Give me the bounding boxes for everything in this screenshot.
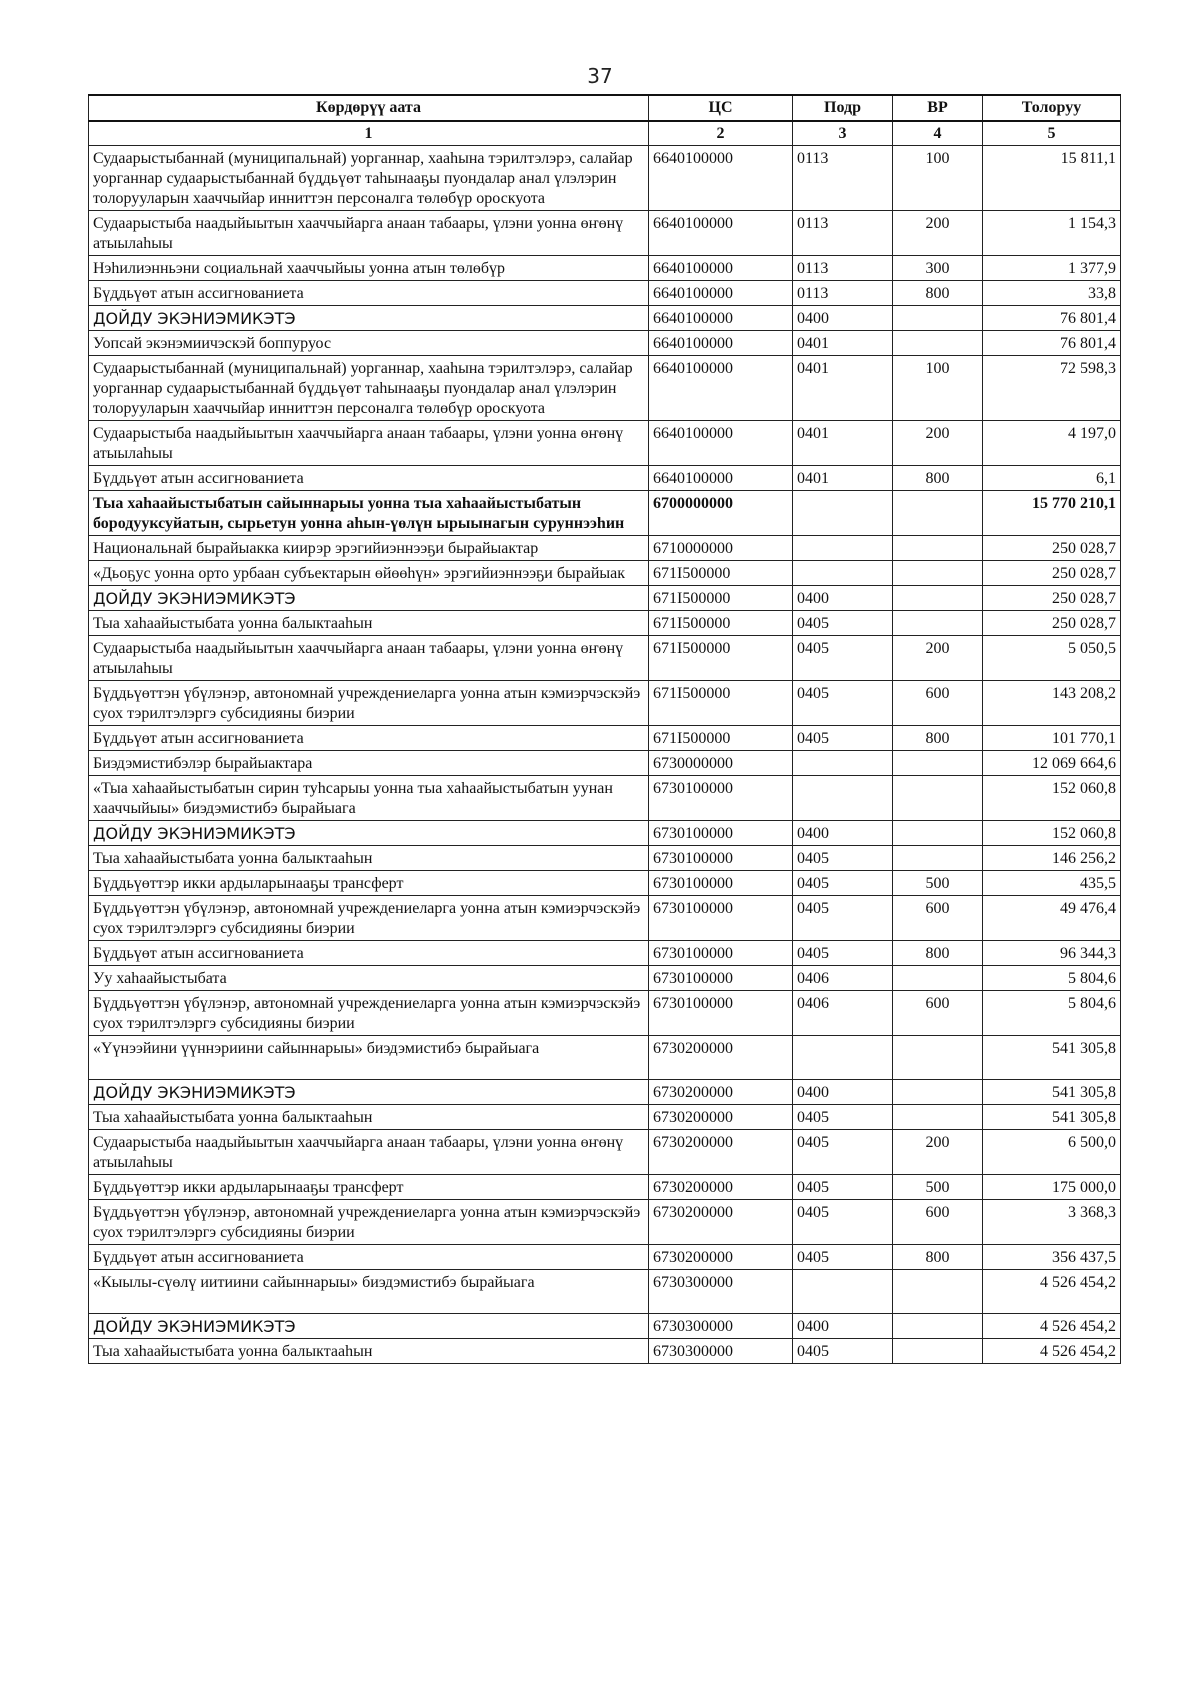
row-amount-cell: 250 028,7 bbox=[983, 536, 1121, 561]
row-name-cell: Бүддьүөттэн үбүлэнэр, автономнай учреждениеларга уонна атын кэмиэрчэскэйэ суох тэрилтэлэргэ субсидияны биэрии bbox=[89, 681, 649, 726]
table-row bbox=[89, 871, 1121, 896]
row-name-cell: Уу хаһаайыстыбата bbox=[89, 966, 649, 991]
row-vr-cell bbox=[893, 1105, 983, 1130]
row-name-cell: «Тыа хаһаайыстыбатын сирин туһсарыы уонна тыа хаһаайыстыбатын уунан хааччыйыы» биэдэмистибэ бырайыага bbox=[89, 776, 649, 821]
row-vr-cell bbox=[893, 776, 983, 821]
row-podr-cell: 0405 bbox=[793, 726, 893, 751]
row-amount-cell: 5 804,6 bbox=[983, 991, 1121, 1036]
row-amount-cell: 3 368,3 bbox=[983, 1200, 1121, 1245]
row-cs-cell: 671I500000 bbox=[649, 681, 793, 726]
row-podr-cell: 0401 bbox=[793, 331, 893, 356]
table-row bbox=[89, 681, 1121, 726]
row-amount-cell: 143 208,2 bbox=[983, 681, 1121, 726]
row-vr-cell: 300 bbox=[893, 256, 983, 281]
row-cs-cell: 6730200000 bbox=[649, 1080, 793, 1105]
row-cs-cell: 6730100000 bbox=[649, 846, 793, 871]
row-podr-cell bbox=[793, 1036, 893, 1080]
table-row bbox=[89, 1105, 1121, 1130]
row-name-cell: Бүддьүөт атын ассигнованиета bbox=[89, 941, 649, 966]
row-name-cell: Судаарыстыба наадыйыытын хааччыйарга анаан табаары, үлэни уонна өҥөнү атыылаһыы bbox=[89, 636, 649, 681]
column-number: 2 bbox=[649, 121, 793, 146]
table-row bbox=[89, 991, 1121, 1036]
row-vr-cell: 200 bbox=[893, 1130, 983, 1175]
table-row bbox=[89, 491, 1121, 536]
table-row bbox=[89, 1175, 1121, 1200]
row-vr-cell bbox=[893, 1314, 983, 1339]
table-row bbox=[89, 1200, 1121, 1245]
row-vr-cell bbox=[893, 751, 983, 776]
row-amount-cell: 101 770,1 bbox=[983, 726, 1121, 751]
row-podr-cell: 0400 bbox=[793, 1314, 893, 1339]
row-vr-cell: 500 bbox=[893, 871, 983, 896]
table-row bbox=[89, 421, 1121, 466]
table-row bbox=[89, 331, 1121, 356]
row-cs-cell: 671I500000 bbox=[649, 561, 793, 586]
row-cs-cell: 6640100000 bbox=[649, 281, 793, 306]
row-amount-cell: 76 801,4 bbox=[983, 331, 1121, 356]
column-number: 4 bbox=[893, 121, 983, 146]
row-amount-cell: 250 028,7 bbox=[983, 561, 1121, 586]
row-name-cell: Тыа хаһаайыстыбата уонна балыктааһын bbox=[89, 611, 649, 636]
row-cs-cell: 6640100000 bbox=[649, 146, 793, 211]
row-cs-cell: 6730200000 bbox=[649, 1245, 793, 1270]
row-name-cell: Тыа хаһаайыстыбата уонна балыктааһын bbox=[89, 846, 649, 871]
row-vr-cell: 800 bbox=[893, 466, 983, 491]
row-amount-cell: 76 801,4 bbox=[983, 306, 1121, 331]
row-podr-cell: 0405 bbox=[793, 896, 893, 941]
row-podr-cell: 0400 bbox=[793, 1080, 893, 1105]
row-podr-cell: 0401 bbox=[793, 421, 893, 466]
row-amount-cell: 33,8 bbox=[983, 281, 1121, 306]
row-vr-cell: 100 bbox=[893, 146, 983, 211]
table-row bbox=[89, 1080, 1121, 1105]
table-row bbox=[89, 1245, 1121, 1270]
row-vr-cell bbox=[893, 1036, 983, 1080]
row-cs-cell: 6730100000 bbox=[649, 991, 793, 1036]
row-vr-cell bbox=[893, 611, 983, 636]
row-podr-cell: 0405 bbox=[793, 1200, 893, 1245]
header-indicator-name: Көрдөрүү аата bbox=[89, 95, 649, 121]
row-name-cell: Бүддьүөттэн үбүлэнэр, автономнай учреждениеларга уонна атын кэмиэрчэскэйэ суох тэрилтэлэргэ субсидияны биэрии bbox=[89, 991, 649, 1036]
header-vr: ВР bbox=[893, 95, 983, 121]
row-amount-cell: 541 305,8 bbox=[983, 1080, 1121, 1105]
table-row bbox=[89, 1339, 1121, 1364]
table-header-row bbox=[89, 95, 1121, 121]
row-amount-cell: 152 060,8 bbox=[983, 821, 1121, 846]
table-row bbox=[89, 306, 1121, 331]
table-row bbox=[89, 356, 1121, 421]
row-name-cell: Уопсай экэнэмиичэскэй боппуруос bbox=[89, 331, 649, 356]
row-podr-cell: 0401 bbox=[793, 356, 893, 421]
row-podr-cell: 0405 bbox=[793, 846, 893, 871]
row-podr-cell: 0113 bbox=[793, 211, 893, 256]
row-vr-cell bbox=[893, 306, 983, 331]
row-cs-cell: 6730300000 bbox=[649, 1339, 793, 1364]
table-row bbox=[89, 1036, 1121, 1080]
row-podr-cell bbox=[793, 536, 893, 561]
table-row bbox=[89, 941, 1121, 966]
row-vr-cell: 200 bbox=[893, 421, 983, 466]
table-row bbox=[89, 146, 1121, 211]
row-podr-cell bbox=[793, 776, 893, 821]
row-amount-cell: 250 028,7 bbox=[983, 586, 1121, 611]
row-cs-cell: 671I500000 bbox=[649, 586, 793, 611]
row-name-cell: Национальнай бырайыакка киирэр эрэгийиэннээҕи бырайыактар bbox=[89, 536, 649, 561]
row-podr-cell: 0405 bbox=[793, 941, 893, 966]
row-name-cell: ДОЙДУ ЭКЭНИЭМИКЭТЭ bbox=[89, 306, 649, 331]
row-amount-cell: 5 804,6 bbox=[983, 966, 1121, 991]
row-podr-cell bbox=[793, 491, 893, 536]
row-vr-cell: 600 bbox=[893, 681, 983, 726]
column-number: 5 bbox=[983, 121, 1121, 146]
row-name-cell: Судаарыстыба наадыйыытын хааччыйарга анаан табаары, үлэни уонна өҥөнү атыылаһыы bbox=[89, 421, 649, 466]
row-amount-cell: 356 437,5 bbox=[983, 1245, 1121, 1270]
row-amount-cell: 4 197,0 bbox=[983, 421, 1121, 466]
row-name-cell: Судаарыстыба наадыйыытын хааччыйарга анаан табаары, үлэни уонна өҥөнү атыылаһыы bbox=[89, 1130, 649, 1175]
row-amount-cell: 435,5 bbox=[983, 871, 1121, 896]
row-amount-cell: 152 060,8 bbox=[983, 776, 1121, 821]
row-podr-cell bbox=[793, 751, 893, 776]
row-amount-cell: 541 305,8 bbox=[983, 1105, 1121, 1130]
row-name-cell: Бүддьүөт атын ассигнованиета bbox=[89, 466, 649, 491]
row-vr-cell bbox=[893, 846, 983, 871]
row-cs-cell: 6730100000 bbox=[649, 896, 793, 941]
row-podr-cell: 0400 bbox=[793, 821, 893, 846]
row-podr-cell: 0113 bbox=[793, 256, 893, 281]
row-amount-cell: 72 598,3 bbox=[983, 356, 1121, 421]
table-row bbox=[89, 776, 1121, 821]
row-vr-cell bbox=[893, 586, 983, 611]
row-amount-cell: 49 476,4 bbox=[983, 896, 1121, 941]
row-vr-cell: 600 bbox=[893, 1200, 983, 1245]
row-cs-cell: 6730000000 bbox=[649, 751, 793, 776]
row-amount-cell: 1 377,9 bbox=[983, 256, 1121, 281]
row-vr-cell bbox=[893, 536, 983, 561]
header-podr: Подр bbox=[793, 95, 893, 121]
table-row bbox=[89, 256, 1121, 281]
row-amount-cell: 12 069 664,6 bbox=[983, 751, 1121, 776]
table-row bbox=[89, 211, 1121, 256]
row-amount-cell: 250 028,7 bbox=[983, 611, 1121, 636]
row-cs-cell: 6730200000 bbox=[649, 1200, 793, 1245]
row-cs-cell: 6730200000 bbox=[649, 1036, 793, 1080]
table-row bbox=[89, 821, 1121, 846]
row-amount-cell: 541 305,8 bbox=[983, 1036, 1121, 1080]
row-cs-cell: 6730100000 bbox=[649, 966, 793, 991]
row-podr-cell: 0405 bbox=[793, 636, 893, 681]
budget-table bbox=[88, 94, 1121, 1364]
row-name-cell: Тыа хаһаайыстыбатын сайыннарыы уонна тыа хаһаайыстыбатын бородууксуйатын, сырьетун уонна аһын-үөлүн ырыынагын суруннээһин bbox=[89, 491, 649, 536]
row-cs-cell: 671I500000 bbox=[649, 726, 793, 751]
row-vr-cell: 800 bbox=[893, 1245, 983, 1270]
row-podr-cell: 0405 bbox=[793, 871, 893, 896]
row-cs-cell: 6640100000 bbox=[649, 356, 793, 421]
row-name-cell: Бүддьүөт атын ассигнованиета bbox=[89, 1245, 649, 1270]
row-podr-cell: 0405 bbox=[793, 1105, 893, 1130]
row-podr-cell: 0405 bbox=[793, 681, 893, 726]
row-vr-cell: 600 bbox=[893, 991, 983, 1036]
column-number-row bbox=[89, 121, 1121, 146]
column-number: 3 bbox=[793, 121, 893, 146]
row-cs-cell: 671I500000 bbox=[649, 636, 793, 681]
row-cs-cell: 6640100000 bbox=[649, 211, 793, 256]
row-vr-cell: 100 bbox=[893, 356, 983, 421]
row-podr-cell: 0113 bbox=[793, 281, 893, 306]
row-amount-cell: 4 526 454,2 bbox=[983, 1339, 1121, 1364]
row-amount-cell: 15 770 210,1 bbox=[983, 491, 1121, 536]
row-name-cell: Биэдэмистибэлэр бырайыактара bbox=[89, 751, 649, 776]
table-row bbox=[89, 586, 1121, 611]
row-vr-cell: 600 bbox=[893, 896, 983, 941]
header-cs: ЦС bbox=[649, 95, 793, 121]
row-amount-cell: 15 811,1 bbox=[983, 146, 1121, 211]
row-vr-cell bbox=[893, 1080, 983, 1105]
table-row bbox=[89, 1314, 1121, 1339]
header-amount: Толоруу bbox=[983, 95, 1121, 121]
row-name-cell: ДОЙДУ ЭКЭНИЭМИКЭТЭ bbox=[89, 586, 649, 611]
row-name-cell: Судаарыстыбаннай (муниципальнай) уорганнар, хааһына тэрилтэлэрэ, салайар уорганнар судаарыстыбаннай бүддьүөт таһынааҕы пуондалар анал үлэлэрин толорууларын хааччыйар инниттэн персоналга төлөбүр ороскуота bbox=[89, 356, 649, 421]
table-row bbox=[89, 896, 1121, 941]
row-name-cell: Бүддьүөт атын ассигнованиета bbox=[89, 281, 649, 306]
row-cs-cell: 6640100000 bbox=[649, 421, 793, 466]
row-amount-cell: 96 344,3 bbox=[983, 941, 1121, 966]
row-vr-cell bbox=[893, 491, 983, 536]
row-podr-cell: 0405 bbox=[793, 1245, 893, 1270]
table-row bbox=[89, 536, 1121, 561]
row-podr-cell: 0113 bbox=[793, 146, 893, 211]
row-amount-cell: 6,1 bbox=[983, 466, 1121, 491]
row-cs-cell: 6640100000 bbox=[649, 306, 793, 331]
row-name-cell: Тыа хаһаайыстыбата уонна балыктааһын bbox=[89, 1105, 649, 1130]
row-amount-cell: 4 526 454,2 bbox=[983, 1270, 1121, 1314]
table-body bbox=[89, 146, 1121, 1364]
row-vr-cell: 800 bbox=[893, 726, 983, 751]
row-vr-cell: 200 bbox=[893, 636, 983, 681]
row-amount-cell: 4 526 454,2 bbox=[983, 1314, 1121, 1339]
row-name-cell: «Кыылы-сүөлү иитиини сайыннарыы» биэдэмистибэ бырайыага bbox=[89, 1270, 649, 1314]
row-name-cell: «Дьоҕус уонна орто урбаан субъектарын өйөөһүн» эрэгийиэннээҕи бырайыак bbox=[89, 561, 649, 586]
row-podr-cell: 0405 bbox=[793, 611, 893, 636]
row-name-cell: ДОЙДУ ЭКЭНИЭМИКЭТЭ bbox=[89, 821, 649, 846]
row-vr-cell: 800 bbox=[893, 941, 983, 966]
row-cs-cell: 6730100000 bbox=[649, 941, 793, 966]
row-podr-cell: 0405 bbox=[793, 1130, 893, 1175]
row-amount-cell: 146 256,2 bbox=[983, 846, 1121, 871]
row-name-cell: ДОЙДУ ЭКЭНИЭМИКЭТЭ bbox=[89, 1080, 649, 1105]
table-row bbox=[89, 466, 1121, 491]
row-name-cell: Нэһилиэнньэни социальнай хааччыйыы уонна атын төлөбүр bbox=[89, 256, 649, 281]
row-cs-cell: 6730300000 bbox=[649, 1314, 793, 1339]
row-cs-cell: 6640100000 bbox=[649, 256, 793, 281]
table-row bbox=[89, 561, 1121, 586]
row-podr-cell bbox=[793, 1270, 893, 1314]
table-row bbox=[89, 966, 1121, 991]
row-vr-cell bbox=[893, 1339, 983, 1364]
table-row bbox=[89, 611, 1121, 636]
row-vr-cell bbox=[893, 1270, 983, 1314]
row-amount-cell: 1 154,3 bbox=[983, 211, 1121, 256]
row-cs-cell: 6730100000 bbox=[649, 821, 793, 846]
row-name-cell: Тыа хаһаайыстыбата уонна балыктааһын bbox=[89, 1339, 649, 1364]
table-row bbox=[89, 751, 1121, 776]
row-cs-cell: 6730200000 bbox=[649, 1175, 793, 1200]
table-row bbox=[89, 726, 1121, 751]
row-name-cell: Бүддьүөттэр икки ардыларынааҕы трансферт bbox=[89, 871, 649, 896]
row-podr-cell: 0406 bbox=[793, 991, 893, 1036]
row-name-cell: Бүддьүөттэн үбүлэнэр, автономнай учреждениеларга уонна атын кэмиэрчэскэйэ суох тэрилтэлэргэ субсидияны биэрии bbox=[89, 1200, 649, 1245]
row-amount-cell: 175 000,0 bbox=[983, 1175, 1121, 1200]
row-cs-cell: 6730200000 bbox=[649, 1105, 793, 1130]
row-name-cell: Судаарыстыбаннай (муниципальнай) уорганнар, хааһына тэрилтэлэрэ, салайар уорганнар судаарыстыбаннай бүддьүөт таһынааҕы пуондалар анал үлэлэрин толорууларын хааччыйар инниттэн персоналга төлөбүр ороскуота bbox=[89, 146, 649, 211]
column-number: 1 bbox=[89, 121, 649, 146]
row-cs-cell: 6640100000 bbox=[649, 466, 793, 491]
row-name-cell: Судаарыстыба наадыйыытын хааччыйарга анаан табаары, үлэни уонна өҥөнү атыылаһыы bbox=[89, 211, 649, 256]
row-podr-cell: 0405 bbox=[793, 1339, 893, 1364]
row-podr-cell: 0400 bbox=[793, 306, 893, 331]
row-vr-cell bbox=[893, 966, 983, 991]
row-name-cell: Бүддьүөт атын ассигнованиета bbox=[89, 726, 649, 751]
table-row bbox=[89, 636, 1121, 681]
row-name-cell: ДОЙДУ ЭКЭНИЭМИКЭТЭ bbox=[89, 1314, 649, 1339]
row-cs-cell: 6640100000 bbox=[649, 331, 793, 356]
row-podr-cell: 0401 bbox=[793, 466, 893, 491]
row-vr-cell: 200 bbox=[893, 211, 983, 256]
row-podr-cell: 0400 bbox=[793, 586, 893, 611]
row-vr-cell bbox=[893, 821, 983, 846]
table-row bbox=[89, 846, 1121, 871]
table-row bbox=[89, 1270, 1121, 1314]
row-amount-cell: 5 050,5 bbox=[983, 636, 1121, 681]
row-cs-cell: 671I500000 bbox=[649, 611, 793, 636]
row-vr-cell: 800 bbox=[893, 281, 983, 306]
row-cs-cell: 6700000000 bbox=[649, 491, 793, 536]
row-cs-cell: 6730100000 bbox=[649, 776, 793, 821]
row-podr-cell: 0405 bbox=[793, 1175, 893, 1200]
page-number: 37 bbox=[587, 64, 613, 88]
row-cs-cell: 6710000000 bbox=[649, 536, 793, 561]
row-podr-cell: 0406 bbox=[793, 966, 893, 991]
row-cs-cell: 6730300000 bbox=[649, 1270, 793, 1314]
row-cs-cell: 6730100000 bbox=[649, 871, 793, 896]
row-amount-cell: 6 500,0 bbox=[983, 1130, 1121, 1175]
row-vr-cell bbox=[893, 331, 983, 356]
row-name-cell: Бүддьүөттэр икки ардыларынааҕы трансферт bbox=[89, 1175, 649, 1200]
table-row bbox=[89, 1130, 1121, 1175]
row-name-cell: «Үүнээйини үүннэриини сайыннарыы» биэдэмистибэ бырайыага bbox=[89, 1036, 649, 1080]
row-cs-cell: 6730200000 bbox=[649, 1130, 793, 1175]
row-vr-cell: 500 bbox=[893, 1175, 983, 1200]
table-row bbox=[89, 281, 1121, 306]
row-podr-cell bbox=[793, 561, 893, 586]
row-name-cell: Бүддьүөттэн үбүлэнэр, автономнай учреждениеларга уонна атын кэмиэрчэскэйэ суох тэрилтэлэргэ субсидияны биэрии bbox=[89, 896, 649, 941]
row-vr-cell bbox=[893, 561, 983, 586]
